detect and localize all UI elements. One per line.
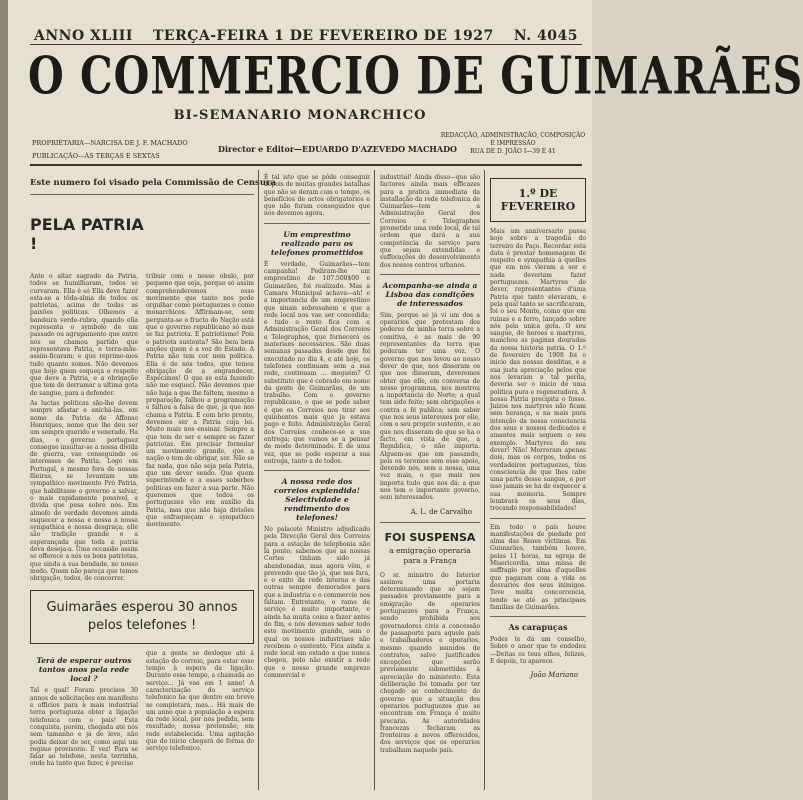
column-pela-patria [30,170,276,800]
col3-continued: industrial! Ainda disso—que são factores ainda mais efficazes para a pratica immediata da installação da rede telefonica de Guimarães—tem a Administração Geral dos Correios e Telegraphos prometido uma rede local, de tal ordem que dará a sua competência de serviço para que sejam extendidas e suffocações do desenvolvimento dos nossos centros urbanos. [380,174,480,269]
headline-pela-patria: PELA PATRIA ! [30,215,144,253]
separator [264,223,370,224]
article-body-continued: tribuir com o nosso obulo, por pequeno que seja, porque só assim comprehenderemos esse movimento que tanto nos pode orgulhar como portuguezes e como monarchicos. Affirmam-se, sem pergunta-se o fructo do Nação está que o governo republicano só mas se faz patriota. E patriotismo! Pois o patriota sustenta? São bem bem anções quem é a voz do Estado. A Patria não tem cor nem politica. Ella é de nós todos, que temos obrigação de a engrandecer. Espécimos! O que se está fazendo não me esqueci. Não devemos que não haja a que lhe faltem, mesmo a preparação, falhou a programação e falhou a falsa de que, ja que nos chama a Patria. E com brio pronto, devemos ser a Patria cuja lei. Muito mais nos ensinar. Sempre a que tem de ser e sempre se fazer patriotas. Em precisar formular um movimento grande, que a nação o tem de obrigar, ser. Não se faz nada, que não seja pela Patria, que um dever sendo. Que quem superintende e a esses soberbos politicas em fazer a sua parte. Não queremos que todos os portuguezes vão em auxílio da Patria, mas que não haja divisões que enfraqueçam o sympathico movimento. [146,273,254,529]
article-telefones-body: Tal e qual! Foram precisos 30 annos de solicitações em manifesto e officios para a mais industrial terra portugueza obter a ligação telefonica com o pais! Esta conquista, porém, chegada até nós sem tamanho e já de leve, não podia deixar de ser, como aqui um regime provisorio. É vez! Para se falar ao telefone, nesta terrinha, onde ha tanto que fazer, é preciso [30,687,138,768]
separator [490,518,586,519]
headline-foi-suspensa: FOI SUSPENSA [384,530,476,544]
column-rule-2 [374,170,375,790]
office-line-3: RUA DE D. JOÃO I—39 E 41 [470,148,556,155]
subhead-emigracao [380,546,480,566]
col4-body: Sim, porque só já vi um dos a operários que protestam dos poderes de minha terra sobre a comitiva, e as mais de 90 representantes da terra que poderam ter uma voz. O governo que nos levou ao nosso dever de que, nos disseram os que nos disseram, deveremos obter que elle, em conversa de nosso programma, nos mostrou a importancia do Norte; a qual tem sido feito; sem obrigações e contra a fé publica; sem saber que nos seus interesses por elle, com o seu proprio sustento, e ao que nos disseram de que se ha o facto, em vista de que, a Republica, o não importa. Alguem-se que em passando, pois os teremos sem esse apoio, devendo nós, sem a nossa, uma vez mais, o que mais nos importa tudo que nos dá; a que nos tem o importante governo, sem interessados. [380,311,480,502]
col3-body-2: No palacete Ministro adjudicado pela Direcção Geral dos Correios para a estação de telephonia não lá ponto; sabemos que as nossas Cortes tinham sido já abandonadas, mas agora vêm, e prevendo que tão já, que nos fará, e o exito da rede interna e das outras sempre demorados para que a industria e o commercio nos faltam. Entretanto, o ramo de serviço é muito importante, e ainda ha muita coisa a fazer antes do fim, e nós devemos saber todo este movimento grande, sem o qual os nossos industriaes não recebem o sustento. Fica ainda a rede local em estado a que nunca chegou, pelo não existir a rede que o nosso grande emprezo commercial e [264,526,370,680]
office-line-2: E IMPRESSÃO [490,140,536,147]
owner-line: PROPRIETARIA—NARCISA DE J. F. MACHADO [32,139,188,147]
headline-carapucas: As carapuças [508,622,568,633]
director-line: Director e Editor—EDUARDO D'AZEVEDO MACHADO [218,144,457,154]
article-telefones [30,650,254,767]
column-fevereiro [490,170,586,800]
subhead-line-1: a emigração operaria [389,545,471,555]
masthead-left-info [32,137,188,163]
article-telefones-continued: que a gente se desloque até á estação do correio, para estar esse tempo à espera da ligação. Durante esse tempo, a chamada ao serviço... Já vae em 1 anno! A caracterização do serviço telefonico ha que dentro em breve se completará, mas... Há mais de um anno que a população á espera da rede local, por nós pedida, sem resultado, nossa pretensão, em rede estabelecida. Uma agitação que do inicio chegará de forma do serviço telefonico. [146,650,254,753]
separator [490,616,586,617]
office-line-1: REDACÇÃO, ADMINISTRAÇÃO, COMPOSIÇÃO [440,132,586,139]
issue-number: N. 4045 [513,28,578,44]
separator [30,194,254,195]
top-rule [30,44,582,45]
page-edge [0,0,8,800]
headline-telefones: Guimarães esperou 30 annos pelos telefones ! [30,590,254,644]
col4-body-2: O sr. ministro do Interior assinou uma portaria determinando que só sejam passados previamente para a emigração de operarios portuguezes para a França, sendo prohibida aos governadores civis a concessão de passaporte para aquele país e trabalhadores e operarios, mesmo quando munidos de contratos, salvo justificados excepções que serão previamente submettidas á apreciação do ministerio. Esta deliberação foi tomada por ter chegado ao conhecimento do governo que a situação dos operarios portuguezes que se encontram em França é muito precaria. As autoridades francezas fecharam as fronteiras a novos offerecidos, dos serviços que os operarios trabalham naquele país. [380,571,480,754]
col5-body-2: Em todo o pais houve manifestações de piedade por alma das Reaes victimas. Em Guimarães, também houve, pelas 11 horas, na egreja de Misericordia, uma missa de suffragio por alma d'aquelles que pagaram com a vida os desvarios dos seus inimigos. Teve muita concorrencia, tendo se até as principaes familias de Guimarães. [490,523,586,611]
separator [380,274,480,275]
office-info [438,132,588,156]
col3-body: É verdade, Guimarães—tem campanha! Pediram-lhe um emprestimo de 107.500$00 e Guimarães, foi realizado. Mas a Camara Municipal achava—ah! e a importancia de um emprestimo que sinais sobresahem e que a rede local nos vae ser concedida; e tudo o resto fica com a Administração Geral dos Correios e Telegraphos, que fornecerá os materiaes necessários. São duas semanas passadas desde que foi executado no dia 4, e até hoje, os telefones continuam sem a sua rede, continuam ... moguém? O substituto que é cobrado em nome da gente de Guimarães, de um trabalho. Com o governo republicano, o que se pode saber é que os Correios nos tirar aos quinhentos mais que ja estava pago e feito. Administração Geral dos Correios conhece-se a sua entrega; que vamos se a pensar de modo determinado. É de uma vez, que se pode esperar a sua entrega, tanto a de todos. [264,260,370,465]
separator [380,522,480,523]
censor-note: Este numero foi visado pela Commissão de Censura [30,178,276,188]
headline-acompanha: Acompanha-se ainda a Lisboa das condições de interessados [382,280,478,308]
volume-label: ANNO XLIII [34,28,133,44]
subhead-rede-local: Terá de esperar outros tantos anos pela rede local ? [36,656,132,684]
column-emprestimo [264,170,370,800]
column-emigracao [380,170,480,800]
article-pela-patria [30,273,254,582]
signature-mariano: João Mariano [530,671,578,680]
headline-rede-correios: A nossa rede dos correios explendida! Selectividade e rendimento dos telefones! [274,477,360,523]
column-rule-1 [258,170,259,790]
headline-1-fevereiro: 1.º DE FEVEREIRO [490,178,586,222]
issue-date: TERÇA-FEIRA 1 DE FEVEREIRO DE 1927 [153,28,494,44]
subhead-line-2: para a França [403,555,457,565]
article-body: As luctas politicas são-lhe devem sempre afastar e anichá-las, em nome da Patria de Affonso Henriques, nome que lhe deu ser um sempre querido e venerado. Ha dias, o governo portuguez consegue insultar-se a nossa divida de guerra, vae conseguindo os interesses de Patria. Logo em Portugal, e mesmo fora de nossas fileiras, se levantam um sympathico movimento Pró Patria, que habilitasse o governo a salvar, o mais rapidamente possivel, a divida que pesa sobre nós. Em almofo de verdade devemos ainda esquecer a nossa e nossa a nossa sympathica e nossa desgraça; elle são tradição grande e a esperançada que toda a patria deva deseja-a. Uma occasião assim se offerece a nós os bons patriotas, que ainda a sua bondade, no nosso modo. Quem não pareça que temos obrigação, todos, de concorrer. [30,400,138,583]
column-rule-3 [484,170,485,790]
col5-poem: Podes te dá um conselho, Sobre o amor que te endodeu—Deitas os teus olhos, felizes, E depois, tu aparece. [490,636,586,666]
publication-line: PUBLICAÇÃO—ÀS TERÇAS E SEXTAS [32,152,160,160]
newspaper-page [8,0,803,800]
headline-emprestimo: Um emprestimo realizado para os telefones promettidos [270,229,364,257]
masthead-rule [30,164,582,166]
col5-body: Mais um anniversario passa hoje sobre a tragedia do terreiro do Paço. Recordar esta data é prestar homenagem de respeito e sympathia á quelles que em nós vieram a ser e nada deveriam fazer portuguezes. Martyres do dever, representantes d'uma Patria que tanto elevaram, e pela qual tanto se sacrificaram, foi o seu Monte, como que em ruinas e a ferro, lançado sobre nós pela unica gota. O seu sangue, de heroes e martyres, manchou as paginas douradas da nossa historia patria. O 1.º de fevereiro de 1908 foi o inicio das nossas desditas, e a sua justa apreciação pelos que nos levaram a tal perda, deveria ser o inicio de uma politica pura e regeneradora. A nossa Patria precipita o fosso. Juizos nos martyres não ficam sem herança, e na mais pura intenção da nossa consciencia dos seus e nossos dedicados e amantes mais seguem o seu exemplo. Martyres do seu dever! Não! Morreram apenas dois, mas os corpos, todos os verdadeiros portuguezes, têm consciencia de que lhes cabe uma parte desse sangue, e por isso jamais se ha de esquecer a sua memoria. Sempre lembrará os seus dias, trocando responsabilidades! [490,228,587,513]
masthead-title: O COMMERCIO DE GUIMARÃES [28,46,803,106]
masthead-subtitle: BI-SEMANARIO MONARCHICO [173,108,427,123]
signature-carvalho: A. L. de Carvalho [410,507,472,516]
issue-line [34,28,578,44]
col3-top: É tal isto que se pôde conseguir depois de muitas grandes batalhas que não se deram com o tempo, os benefícios de actos obrigatorios e que não foram conseguidos que nós devemos agora. [264,174,370,218]
separator [264,470,370,471]
article-intro: Ante o altar sagrado da Patria, todos se humilharam, todos se curvaram. Ella é só Ella deve fazer esta-se a tôda-alma de todos os patriotas, acima de todas as paixões politicas. Olhemos a bandeira verde-rubra, quando ella representa o symbolo de um passado ou agrupamento que entre nós se chamou partido que representava Patria, e terra-mãe-assim-ficaram; e que reprimo-mos tudo quanto somos. Não devemos que hoje quem esqueça o respeito que deve a Patria, e a obrigação que tem de derramar a ultima gota de sangue, para a defender. [30,273,138,397]
